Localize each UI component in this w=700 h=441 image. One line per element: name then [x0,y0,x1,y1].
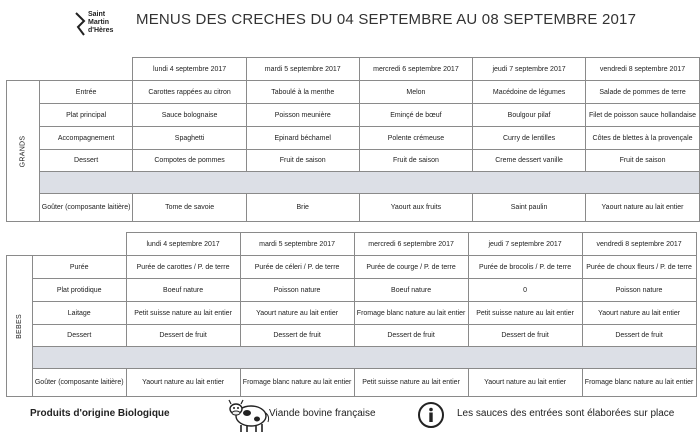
day-header: vendredi 8 septembre 2017 [586,58,700,81]
table-row [7,194,700,222]
menu-cell: Epinard béchamel [246,127,359,150]
menu-cell: Brie [246,194,359,222]
info-icon [418,402,444,428]
bio-label: Produits d'origine Biologique [30,408,170,419]
menu-cell: Taboulé à la menthe [246,81,359,104]
menu-cell: Carottes rappées au citron [133,81,246,104]
menu-cell: Petit suisse nature au lait entier [126,302,240,325]
menu-cell: Macédoine de légumes [473,81,586,104]
day-header: mercredi 6 septembre 2017 [354,233,468,256]
bebes-group-label: BEBES [15,313,23,339]
menu-cell: Boeuf nature [126,279,240,302]
day-header: jeudi 7 septembre 2017 [473,58,586,81]
day-header: vendredi 8 septembre 2017 [582,233,696,256]
legend-footer [0,398,700,441]
menu-cell: Côtes de blettes à la provençale [586,127,700,150]
menu-cell: Yaourt nature au lait entier [240,302,354,325]
menu-cell: Yaourt aux fruits [359,194,472,222]
menu-cell: Fruit de saison [359,150,472,172]
grands-menu-table [6,57,700,222]
menu-cell: Purée de céleri / P. de terre [240,256,354,279]
row-label: Dessert [32,325,126,347]
menu-cell: Purée de courge / P. de terre [354,256,468,279]
row-label: Dessert [39,150,133,172]
menu-cell: Yaourt nature au lait entier [468,369,582,397]
cow-icon [226,395,272,435]
separator-cell [32,347,696,369]
table-row [7,127,700,150]
row-label: Purée [32,256,126,279]
row-label: Entrée [39,81,133,104]
row-label: Laitage [32,302,126,325]
bebes-header-row [7,233,697,256]
city-logo [74,9,118,43]
menu-cell: Dessert de fruit [354,325,468,347]
row-label: Accompagnement [39,127,133,150]
menu-cell: Fromage blanc nature au lait entier [240,369,354,397]
day-header: lundi 4 septembre 2017 [126,233,240,256]
logo-line-3: d'Hères [88,27,114,34]
table-row [7,150,700,172]
bebes-menu-table [6,232,697,397]
menu-cell: Yaourt nature au lait entier [126,369,240,397]
day-header: lundi 4 septembre 2017 [133,58,246,81]
menu-cell: Fromage blanc nature au lait entier [582,369,696,397]
menu-cell: Melon [359,81,472,104]
separator-row [7,172,700,194]
blank-cell [7,58,40,81]
menu-cell: Petit suisse nature au lait entier [354,369,468,397]
table-row [7,256,697,279]
menu-cell: Creme dessert vanille [473,150,586,172]
menu-cell: Salade de pommes de terre [586,81,700,104]
menu-cell: Curry de lentilles [473,127,586,150]
menu-cell: Poisson meunière [246,104,359,127]
menu-cell: Fruit de saison [246,150,359,172]
menu-cell: Compotes de pommes [133,150,246,172]
table-row [7,81,700,104]
menu-cell: Dessert de fruit [468,325,582,347]
table-row [7,302,697,325]
day-header: mardi 5 septembre 2017 [240,233,354,256]
blank-cell [32,233,126,256]
blank-cell [7,233,33,256]
logo-mark-icon [74,11,86,37]
menu-cell: Purée de carottes / P. de terre [126,256,240,279]
grands-group-label: GRANDS [19,135,27,167]
menu-cell: Yaourt nature au lait entier [582,302,696,325]
menu-cell: Eminçé de bœuf [359,104,472,127]
menu-cell: Filet de poisson sauce hollandaise [586,104,700,127]
day-header: mercredi 6 septembre 2017 [359,58,472,81]
menu-cell: Sauce bolognaise [133,104,246,127]
table-row [7,369,697,397]
viande-label: Viande bovine française [269,408,376,419]
logo-line-2: Martin [88,19,109,26]
blank-cell [39,58,133,81]
menu-cell: Boeuf nature [354,279,468,302]
menu-cell: Yaourt nature au lait entier [586,194,700,222]
row-label: Goûter (composante laitière) [32,369,126,397]
menu-cell: Boulgour pilaf [473,104,586,127]
row-label: Goûter (composante laitière) [39,194,133,222]
bebes-group-label-cell [7,256,33,397]
menu-cell: Dessert de fruit [582,325,696,347]
logo-line-1: Saint [88,11,106,18]
menu-cell: 0 [468,279,582,302]
table-row [7,104,700,127]
row-label: Plat principal [39,104,133,127]
menu-cell: Tome de savoie [133,194,246,222]
page-title: MENUS DES CRECHES DU 04 SEPTEMBRE AU 08 SEPTEMBRE 2017 [136,11,637,28]
separator-row [7,347,697,369]
menu-cell: Poisson nature [240,279,354,302]
menu-cell: Poisson nature [582,279,696,302]
menu-cell: Dessert de fruit [126,325,240,347]
separator-cell [39,172,699,194]
menu-cell: Fruit de saison [586,150,700,172]
menu-cell: Petit suisse nature au lait entier [468,302,582,325]
grands-header-row [7,58,700,81]
day-header: mardi 5 septembre 2017 [246,58,359,81]
day-header: jeudi 7 septembre 2017 [468,233,582,256]
menu-cell: Fromage blanc nature au lait entier [354,302,468,325]
sauces-label: Les sauces des entrées sont élaborées sur place [457,408,675,419]
menu-cell: Saint paulin [473,194,586,222]
row-label: Plat protidique [32,279,126,302]
grands-group-label-cell [7,81,40,222]
menu-cell: Purée de brocolis / P. de terre [468,256,582,279]
menu-cell: Polente crémeuse [359,127,472,150]
table-row [7,279,697,302]
table-row [7,325,697,347]
menu-cell: Dessert de fruit [240,325,354,347]
menu-cell: Purée de choux fleurs / P. de terre [582,256,696,279]
menu-cell: Spaghetti [133,127,246,150]
